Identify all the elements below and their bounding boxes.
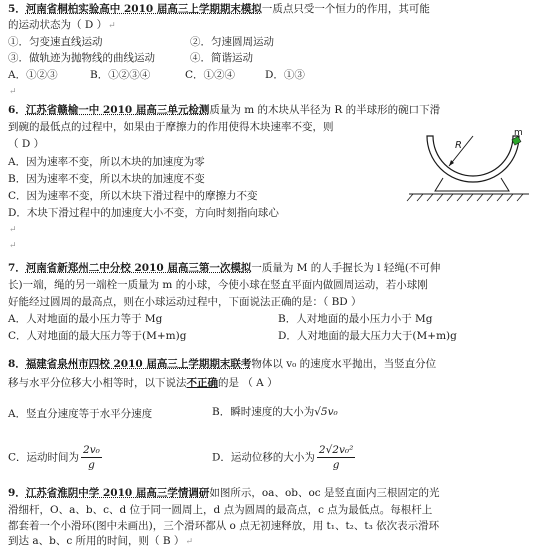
q7-number: 7． bbox=[8, 262, 26, 274]
q7-stem-line1 bbox=[8, 261, 440, 276]
q8-choice-a: A．竖直分速度等于水平分速度 bbox=[8, 408, 153, 420]
return-mark-icon: ↵ bbox=[108, 21, 116, 31]
q8-choice-d: D．运动位移的大小为 $\frac{\text{2√2v₀²}}{g}$ bbox=[212, 444, 354, 471]
radius-label: R bbox=[455, 140, 462, 151]
q8-choice-c-fraction: $\frac{\text{2v₀}}{g}$ bbox=[83, 444, 100, 471]
q8-choice-c: C．运动时间为 $\frac{\text{2v₀}}{g}$ bbox=[8, 444, 100, 471]
q7-choice-d: D．人对地面的最大压力大于(M+m)g bbox=[278, 330, 457, 342]
q6-choice-b: B．因为速率不变，所以木块的加速度不变 bbox=[8, 173, 205, 185]
q5-option-4: ④．简谐运动 bbox=[190, 52, 253, 64]
q5-stem: 一质点只受一个恒力的作用，其可能 bbox=[261, 3, 430, 15]
q9-stem-line3: 都套着一个小滑环(图中未画出)，三个滑环都从 o 点无初速释放，用 t₁、t₂、t₃ 依次表示滑环 bbox=[8, 520, 440, 532]
q6-stem-line1 bbox=[8, 103, 440, 118]
q8-number: 8． bbox=[8, 358, 26, 370]
q8-stem-line1 bbox=[8, 357, 436, 372]
q5-choice-a: A．①②③ bbox=[8, 69, 58, 81]
q8-choice-b-math: √5v₀ bbox=[314, 406, 338, 418]
q6-number: 6． bbox=[8, 104, 26, 116]
q7-choice-a: A．人对地面的最小压力等于 Mg bbox=[8, 313, 163, 325]
q8-choice-b: B．瞬时速度的大小为√5v₀ bbox=[212, 406, 338, 418]
q8-stem: 物体以 v₀ 的速度水平抛出，当竖直分位 bbox=[251, 358, 437, 370]
q5-source: 河南省桐柏实验高中 2010 届高三上学期期末模拟 bbox=[25, 3, 262, 15]
q6-stem-line2: 到碗的最低点的过程中，如果由于摩擦力的作用使得木块速率不变，则 bbox=[8, 121, 334, 133]
q7-stem: 一质量为 M 的人手握长为 l 轻绳(不可伸 bbox=[251, 262, 441, 274]
q7-choice-b: B．人对地面的最小压力小于 Mg bbox=[278, 313, 433, 325]
q6-choice-c: C．因为速率不变，所以木块下滑过程中的摩擦力不变 bbox=[8, 190, 258, 202]
bowl-shell bbox=[427, 136, 519, 182]
return-mark-icon: ↵ bbox=[9, 241, 17, 251]
return-mark-icon: ↵ bbox=[185, 537, 193, 547]
q6-choice-a: A．因为速率不变，所以木块的加速度为零 bbox=[8, 156, 205, 168]
q9-stem: 如图所示，oa、ob、oc 是竖直面内三根固定的光 bbox=[209, 487, 440, 499]
q5-option-2: ②．匀速圆周运动 bbox=[190, 36, 274, 48]
block-mass-label: m bbox=[514, 128, 523, 138]
q9-source: 江苏省淮阴中学 2010 届高三学情调研 bbox=[25, 487, 210, 499]
q5-number: 5． bbox=[8, 3, 26, 15]
q5-choice-d: D．①③ bbox=[265, 69, 305, 81]
q5-option-1: ①．匀变速直线运动 bbox=[8, 36, 103, 48]
q6-choice-d: D．木块下滑过程中的加速度大小不变，方向时刻指向球心 bbox=[8, 207, 279, 219]
q8-source: 福建省泉州市四校 2010 届高三上学期期末联考 bbox=[25, 358, 252, 370]
q5-stem-line2: 的运动状态为（ D ）↵ bbox=[8, 19, 116, 31]
q6-stem-line3: （ D ） bbox=[8, 138, 45, 150]
q8-choice-d-fraction: $\frac{\text{2√2v₀²}}{g}$ bbox=[318, 444, 354, 471]
q8-not-correct-emphasis: 不正确 bbox=[186, 377, 218, 389]
q7-choice-c: C．人对地面的最大压力等于(M+m)g bbox=[8, 330, 187, 342]
q9-number: 9． bbox=[8, 487, 26, 499]
q6-source: 江苏省赣榆一中 2010 届高三单元检测 bbox=[25, 104, 210, 116]
q7-source: 河南省新郑州二中分校 2010 届高三第一次模拟 bbox=[25, 262, 252, 274]
q7-stem-line3: 好能经过圆周的最高点，则在小球运动过程中，下面说法正确的是：（ BD ） bbox=[8, 296, 362, 308]
q5-stem-line1 bbox=[8, 2, 430, 17]
bowl-diagram bbox=[405, 128, 533, 208]
q7-stem-line2: 长)一端，绳的另一端栓一质量为 m 的小球，今使小球在竖直平面内做圆周运动，若小球刚 bbox=[8, 279, 428, 291]
return-mark-icon: ↵ bbox=[9, 87, 17, 97]
return-mark-icon: ↵ bbox=[9, 225, 17, 235]
q9-stem-line1 bbox=[8, 486, 440, 501]
q6-stem: 质量为 m 的木块从半径为 R 的半球形的碗口下滑 bbox=[209, 104, 441, 116]
q9-stem-line4: 到达 a、b、c 所用的时间，则（ B ）↵ bbox=[8, 535, 193, 547]
q9-stem-line2: 滑细杆，O、a、b、c、d 位于同一圆周上，d 点为圆周的最高点，c 点为最低点。每根杆上 bbox=[8, 504, 433, 516]
q5-option-3: ③．做轨迹为抛物线的曲线运动 bbox=[8, 52, 155, 64]
q5-choice-b: B．①②③④ bbox=[90, 69, 151, 81]
q5-choice-c: C．①②④ bbox=[185, 69, 236, 81]
ground-hatching bbox=[407, 194, 523, 201]
q8-stem-line2: 移与水平分位移大小相等时，以下说法不正确的是 （ A ） bbox=[8, 377, 278, 389]
